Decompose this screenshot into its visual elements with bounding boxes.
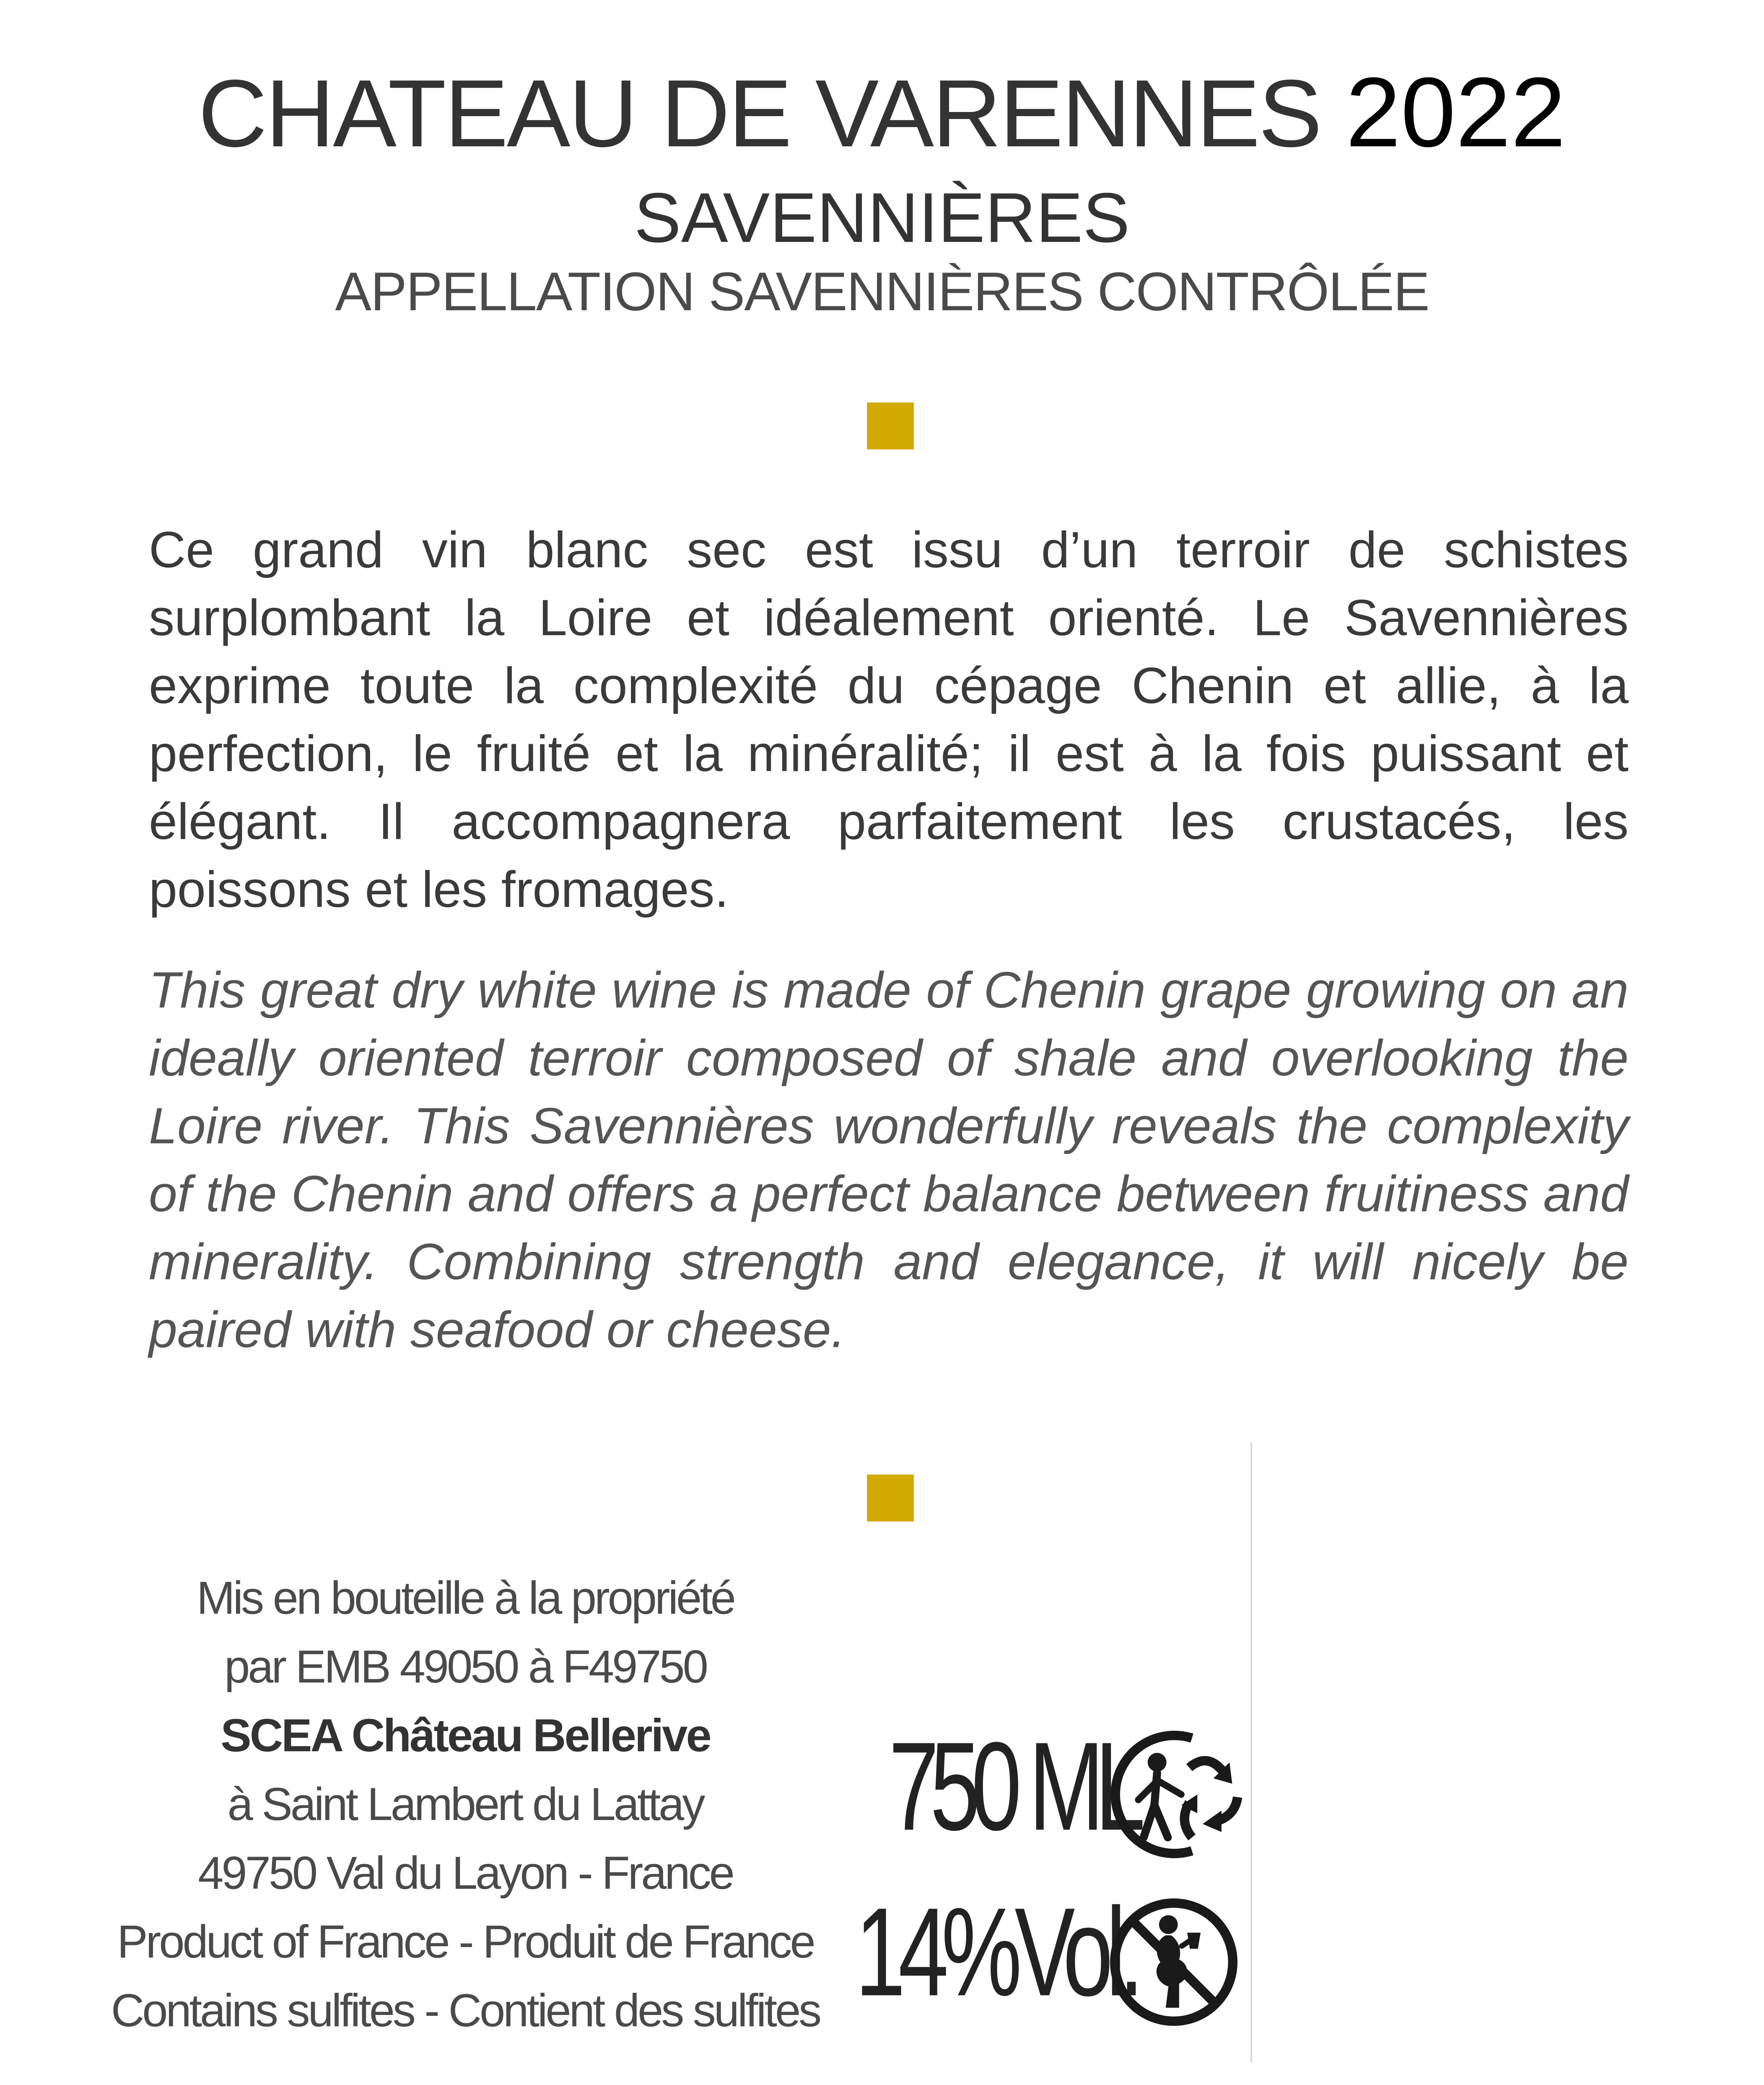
- wine-subtitle: SAVENNIÈRES: [634, 178, 1130, 257]
- bottler-info: [101, 1564, 830, 2045]
- chateau-name: CHATEAU DE VARENNES: [198, 60, 1321, 167]
- gold-square-bottom: [867, 1475, 914, 1522]
- gold-square-top: [867, 402, 914, 449]
- bottled-at-estate: Mis en bouteille à la propriété: [197, 1572, 734, 1624]
- bottle-volume: 750 ML: [889, 1716, 1136, 1857]
- vintage-year: 2022: [1346, 57, 1566, 168]
- producer-name: SCEA Château Bellerive: [220, 1710, 710, 1761]
- producer-town: à Saint Lambert du Lattay: [227, 1779, 703, 1830]
- no-alcohol-pregnancy-icon: [1107, 1895, 1241, 2029]
- description-english: This great dry white wine is made of Chenin grape growing on an ideally oriented terroir composed of shale and overlooking the Loire river. This Savennières wonderfully reveals the complexity of the Chenin and offers a perfect balance between fruitiness and minerality. Combining strength and elegance, it will nicely be paired with seafood or cheese.: [149, 961, 1629, 1358]
- appellation-line: APPELLATION SAVENNIÈRES CONTRÔLÉE: [335, 261, 1429, 322]
- emb-code: par EMB 49050 à F49750: [224, 1641, 706, 1693]
- triman-recycling-icon: [1109, 1727, 1243, 1862]
- wine-title: [0, 57, 1764, 168]
- product-origin: Product of France - Produit de France: [117, 1916, 814, 1968]
- alcohol-content: 14%Vol.: [855, 1881, 1137, 2022]
- sulfites-notice: Contains sulfites - Contient des sulfites: [111, 1985, 820, 2036]
- vertical-divider: [1250, 1442, 1252, 2063]
- description-french: Ce grand vin blanc sec est issu d’un terroir de schistes surplombant la Loire et idéalement orienté. Le Savennières exprime toute la complexité du cépage Chenin et allie, à la perfection, le fruité et la minéralité; il est à la fois puissant et élégant. Il accompagnera parfaitement les crustacés, les poissons et les fromages.: [149, 521, 1629, 918]
- producer-address: 49750 Val du Layon - France: [198, 1847, 733, 1899]
